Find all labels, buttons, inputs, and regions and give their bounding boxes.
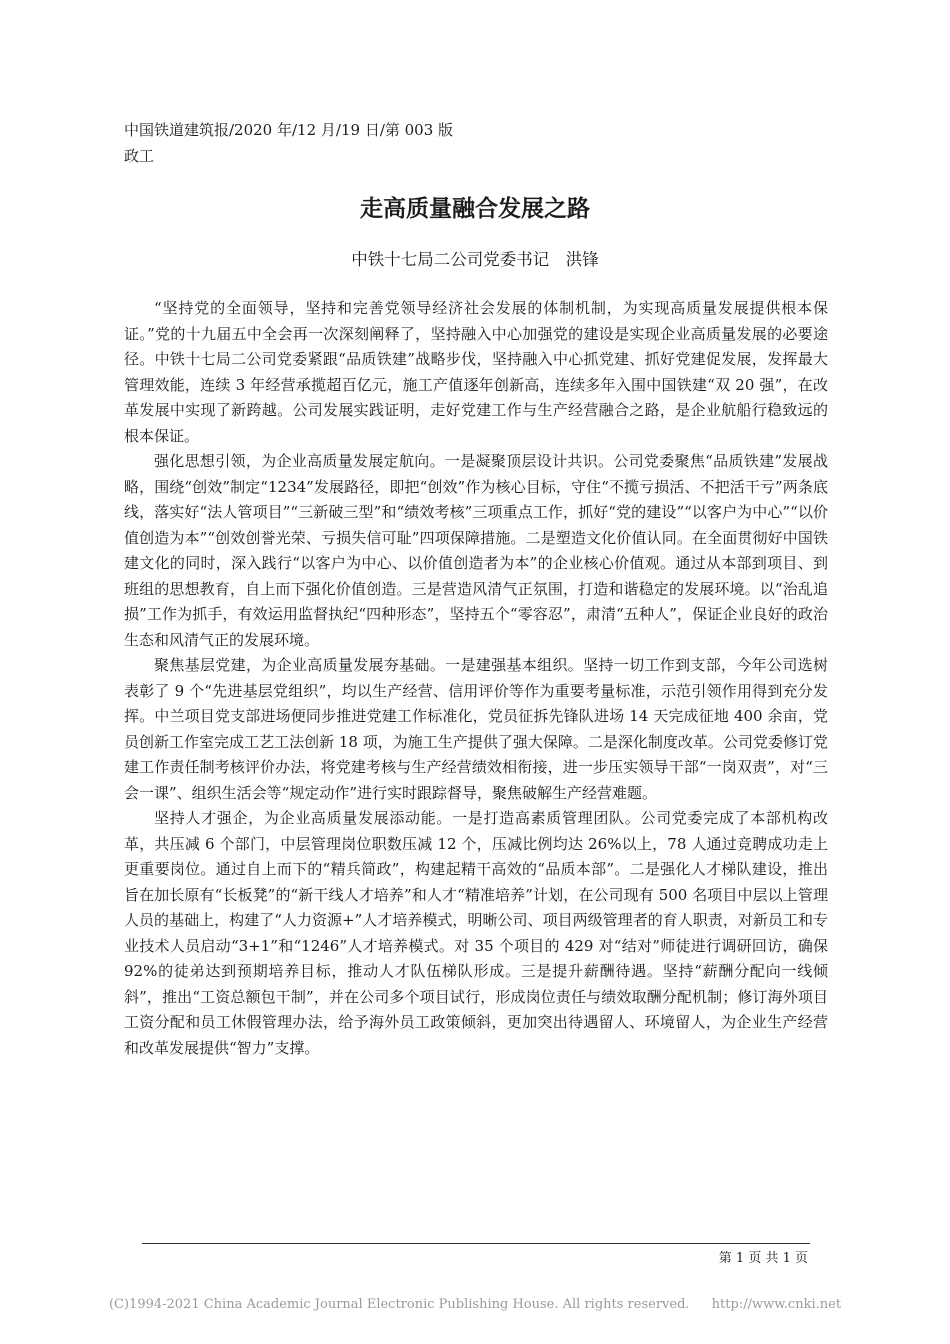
paragraph: 强化思想引领，为企业高质量发展定航向。一是凝聚顶层设计共识。公司党委聚焦“品质铁建”发展战略，围绕“创效”制定“1234”发展路径，即把“创效”作为核心目标，守住“不揽亏损活、不把活干亏”两条底线，落实好“法人管项目”“三新破三型”和“绩效考核”三项重点工作，抓好“党的建设”“以客户为中心”“以价值创造为本”“创效创誉光荣、亏损失信可耻”四项保障措施。二是塑造文化价值认同。在全面贯彻好中国铁建文化的同时，深入践行“以客户为中心、以价值创造者为本”的企业核心价值观。通过从本部到项目、到班组的思想教育，自上而下强化价值创造。三是营造风清气正氛围，打造和谐稳定的发展环境。以“治乱追损”工作为抓手，有效运用监督执纪“四种形态”，坚持五个“零容忍”，肃清“五种人”，保证企业良好的政治生态和风清气正的发展环境。: [124, 452, 828, 649]
copyright-footer: [0, 1297, 950, 1312]
article-author: 中铁十七局二公司党委书记 洪锋: [351, 250, 599, 269]
article-body: [124, 296, 828, 1061]
article-title: 走高质量融合发展之路: [360, 196, 590, 222]
source-line: 中国铁道建筑报/2020 年/12 月/19 日/第 003 版: [124, 121, 454, 139]
footer-divider: [142, 1243, 810, 1244]
section-label: 政工: [124, 147, 155, 165]
paragraph: 坚持人才强企，为企业高质量发展添动能。一是打造高素质管理团队。公司党委完成了本部机构改革，共压减 6 个部门，中层管理岗位职数压减 12 个，压减比例均达 26%以上，78 人通过竞聘成功走上更重要岗位。通过自上而下的“精兵简政”，构建起精干高效的“品质本部”。二是强化人才梯队建设，推出旨在加长原有“长板凳”的“新干线人才培养”和人才“精准培养”计划，在公司现有 500 名项目中层以上管理人员的基础上，构建了“人力资源+”人才培养模式，明晰公司、项目两级管理者的育人职责，对新员工和专业技术人员启动“3+1”和“1246”人才培养模式。对 35 个项目的 429 对“结对”师徒进行调研回访，确保 92%的徒弟达到预期培养目标，推动人才队伍梯队形成。三是提升薪酬待遇。坚持“薪酬分配向一线倾斜”，推出“工资总额包干制”，并在公司多个项目试行，形成岗位责任与绩效取酬分配机制；修订海外项目工资分配和员工休假管理办法，给予海外员工政策倾斜，更加突出待遇留人、环境留人，为企业生产经营和改革发展提供“智力”支撑。: [124, 809, 828, 1057]
footer-url[interactable]: http://www.cnki.net: [711, 1297, 842, 1312]
page-number: 第 1 页 共 1 页: [718, 1251, 808, 1266]
paragraph: 聚焦基层党建，为企业高质量发展夯基础。一是建强基本组织。坚持一切工作到支部，今年公司选树表彰了 9 个“先进基层党组织”，均以生产经营、信用评价等作为重要考量标准，示范引领作用得到充分发挥。中兰项目党支部进场便同步推进党建工作标准化，党员征拆先锋队进场 14 天完成征地 400 余亩，党员创新工作室完成工艺工法创新 18 项，为施工生产提供了强大保障。二是深化制度改革。公司党委修订党建工作责任制考核评价办法，将党建考核与生产经营绩效相衔接，进一步压实领导干部“一岗双责”，对“三会一课”、组织生活会等“规定动作”进行实时跟踪督导，聚焦破解生产经营难题。: [124, 656, 828, 802]
source-info: [124, 117, 453, 169]
paragraph: “坚持党的全面领导，坚持和完善党领导经济社会发展的体制机制，为实现高质量发展提供根本保证。”党的十九届五中全会再一次深刻阐释了，坚持融入中心加强党的建设是实现企业高质量发展的必要途径。中铁十七局二公司党委紧跟“品质铁建”战略步伐，坚持融入中心抓党建、抓好党建促发展，发挥最大管理效能，连续 3 年经营承揽超百亿元，施工产值逐年创新高，连续多年入围中国铁建“双 20 强”，在改革发展中实现了新跨越。公司发展实践证明，走好党建工作与生产经营融合之路，是企业航船行稳致远的根本保证。: [124, 299, 828, 445]
copyright-text: (C)1994-2021 China Academic Journal Electronic Publishing House. All rights reserved.: [108, 1297, 690, 1312]
